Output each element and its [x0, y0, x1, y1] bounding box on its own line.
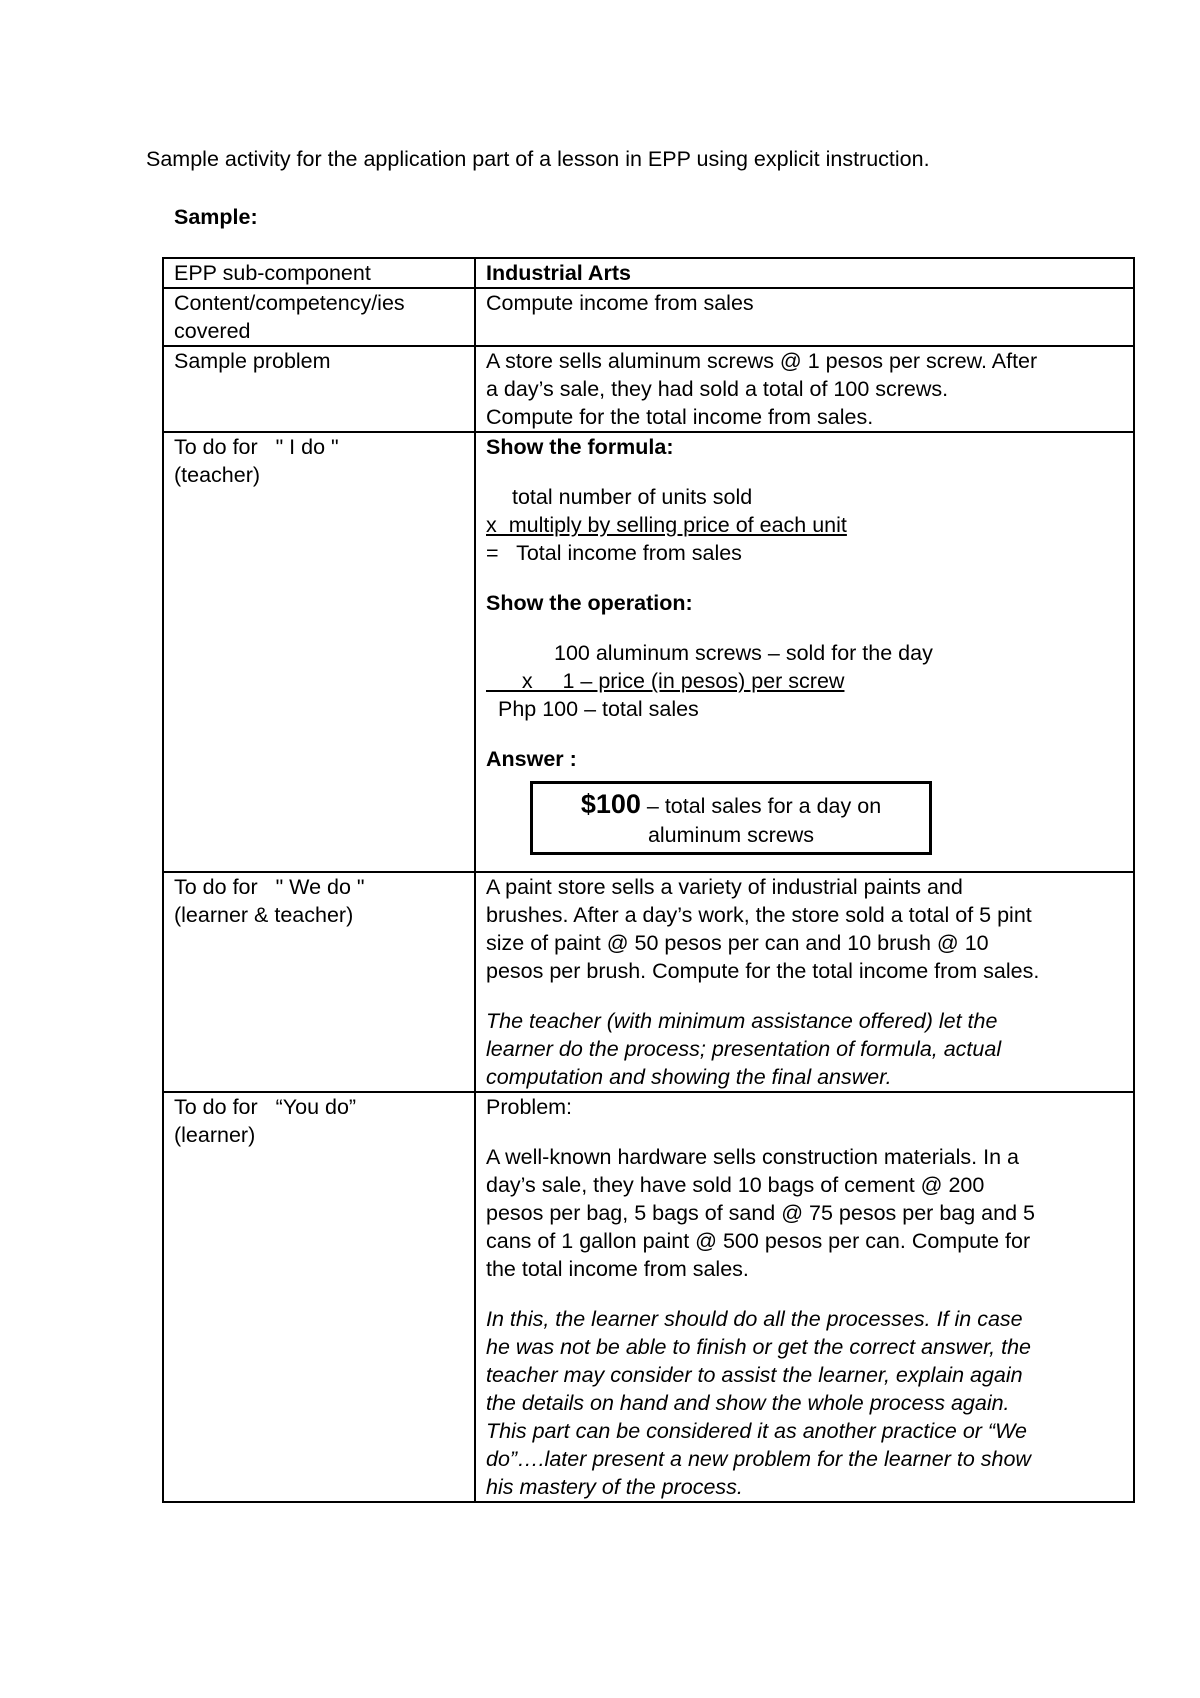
value-cell [475, 258, 1134, 288]
learner-note: the details on hand and show the whole process again. [486, 1391, 1010, 1415]
label-cell [163, 432, 475, 872]
problem-text: A well-known hardware sells construction materials. In a [486, 1145, 1019, 1169]
formula-line: x multiply by selling price of each unit [486, 513, 847, 537]
row-label: (teacher) [174, 463, 261, 487]
problem-text: size of paint @ 50 pesos per can and 10 brush @ 10 [486, 931, 989, 955]
learner-note: he was not be able to finish or get the correct answer, the [486, 1335, 1031, 1359]
row-epp-subcomponent [163, 258, 1134, 288]
learner-note: do”….later present a new problem for the learner to show [486, 1447, 1031, 1471]
answer-box [530, 781, 932, 855]
problem-text: pesos per brush. Compute for the total income from sales. [486, 959, 1040, 983]
label-cell [163, 1092, 475, 1502]
answer-amount: $100 [580, 789, 641, 819]
value-cell [475, 872, 1134, 1092]
teacher-note: learner do the process; presentation of formula, actual [486, 1037, 1002, 1061]
row-sample-problem [163, 346, 1134, 432]
operation-line: 100 aluminum screws – sold for the day [554, 641, 933, 665]
lesson-table [162, 257, 1135, 1503]
row-we-do [163, 872, 1134, 1092]
problem-text: brushes. After a day’s work, the store sold a total of 5 pint [486, 903, 1032, 927]
row-label: To do for “You do” [174, 1095, 357, 1119]
problem-text: cans of 1 gallon paint @ 500 pesos per can. Compute for [486, 1229, 1031, 1253]
label-cell [163, 288, 475, 346]
row-content-covered [163, 288, 1134, 346]
learner-note: This part can be considered it as another practice or “We [486, 1419, 1027, 1443]
answer-heading: Answer : [486, 747, 577, 771]
row-label: covered [174, 319, 251, 343]
answer-text: aluminum screws [647, 823, 815, 847]
problem-text: pesos per bag, 5 bags of sand @ 75 pesos per bag and 5 [486, 1201, 1035, 1225]
teacher-note: computation and showing the final answer. [486, 1065, 892, 1089]
value-cell [475, 288, 1134, 346]
value-cell [475, 1092, 1134, 1502]
value-cell [475, 432, 1134, 872]
value-cell [475, 346, 1134, 432]
row-label: (learner & teacher) [174, 903, 354, 927]
problem-text: A store sells aluminum screws @ 1 pesos per screw. After [486, 349, 1038, 373]
content-value: Compute income from sales [486, 291, 754, 315]
formula-line: total number of units sold [512, 485, 753, 509]
operation-heading: Show the operation: [486, 591, 693, 615]
intro-text: Sample activity for the application part of a lesson in EPP using explicit instruction. [146, 147, 930, 171]
operation-line: Php 100 – total sales [498, 697, 699, 721]
formula-line: = Total income from sales [486, 541, 742, 565]
problem-text: the total income from sales. [486, 1257, 749, 1281]
row-you-do [163, 1092, 1134, 1502]
learner-note: In this, the learner should do all the processes. If in case [486, 1307, 1023, 1331]
learner-note: his mastery of the process. [486, 1475, 743, 1499]
row-label: Content/competency/ies [174, 291, 405, 315]
row-label: EPP sub-component [174, 261, 371, 285]
row-label: Sample problem [174, 349, 331, 373]
answer-text: – total sales for a day on [640, 794, 882, 818]
row-label: To do for " We do " [174, 875, 365, 899]
subcomponent-value: Industrial Arts [486, 261, 631, 285]
formula-heading: Show the formula: [486, 435, 674, 459]
learner-note: teacher may consider to assist the learner, explain again [486, 1363, 1023, 1387]
label-cell [163, 872, 475, 1092]
row-i-do [163, 432, 1134, 872]
label-cell [163, 258, 475, 288]
row-label: (learner) [174, 1123, 256, 1147]
problem-text: day’s sale, they have sold 10 bags of cement @ 200 [486, 1173, 985, 1197]
problem-text: Compute for the total income from sales. [486, 405, 874, 429]
teacher-note: The teacher (with minimum assistance offered) let the [486, 1009, 998, 1033]
problem-heading: Problem: [486, 1095, 573, 1119]
problem-text: A paint store sells a variety of industrial paints and [486, 875, 963, 899]
operation-line: x 1 – price (in pesos) per screw [486, 669, 845, 693]
row-label: To do for " I do " [174, 435, 339, 459]
sample-label: Sample: [174, 205, 258, 229]
label-cell [163, 346, 475, 432]
problem-text: a day’s sale, they had sold a total of 100 screws. [486, 377, 949, 401]
